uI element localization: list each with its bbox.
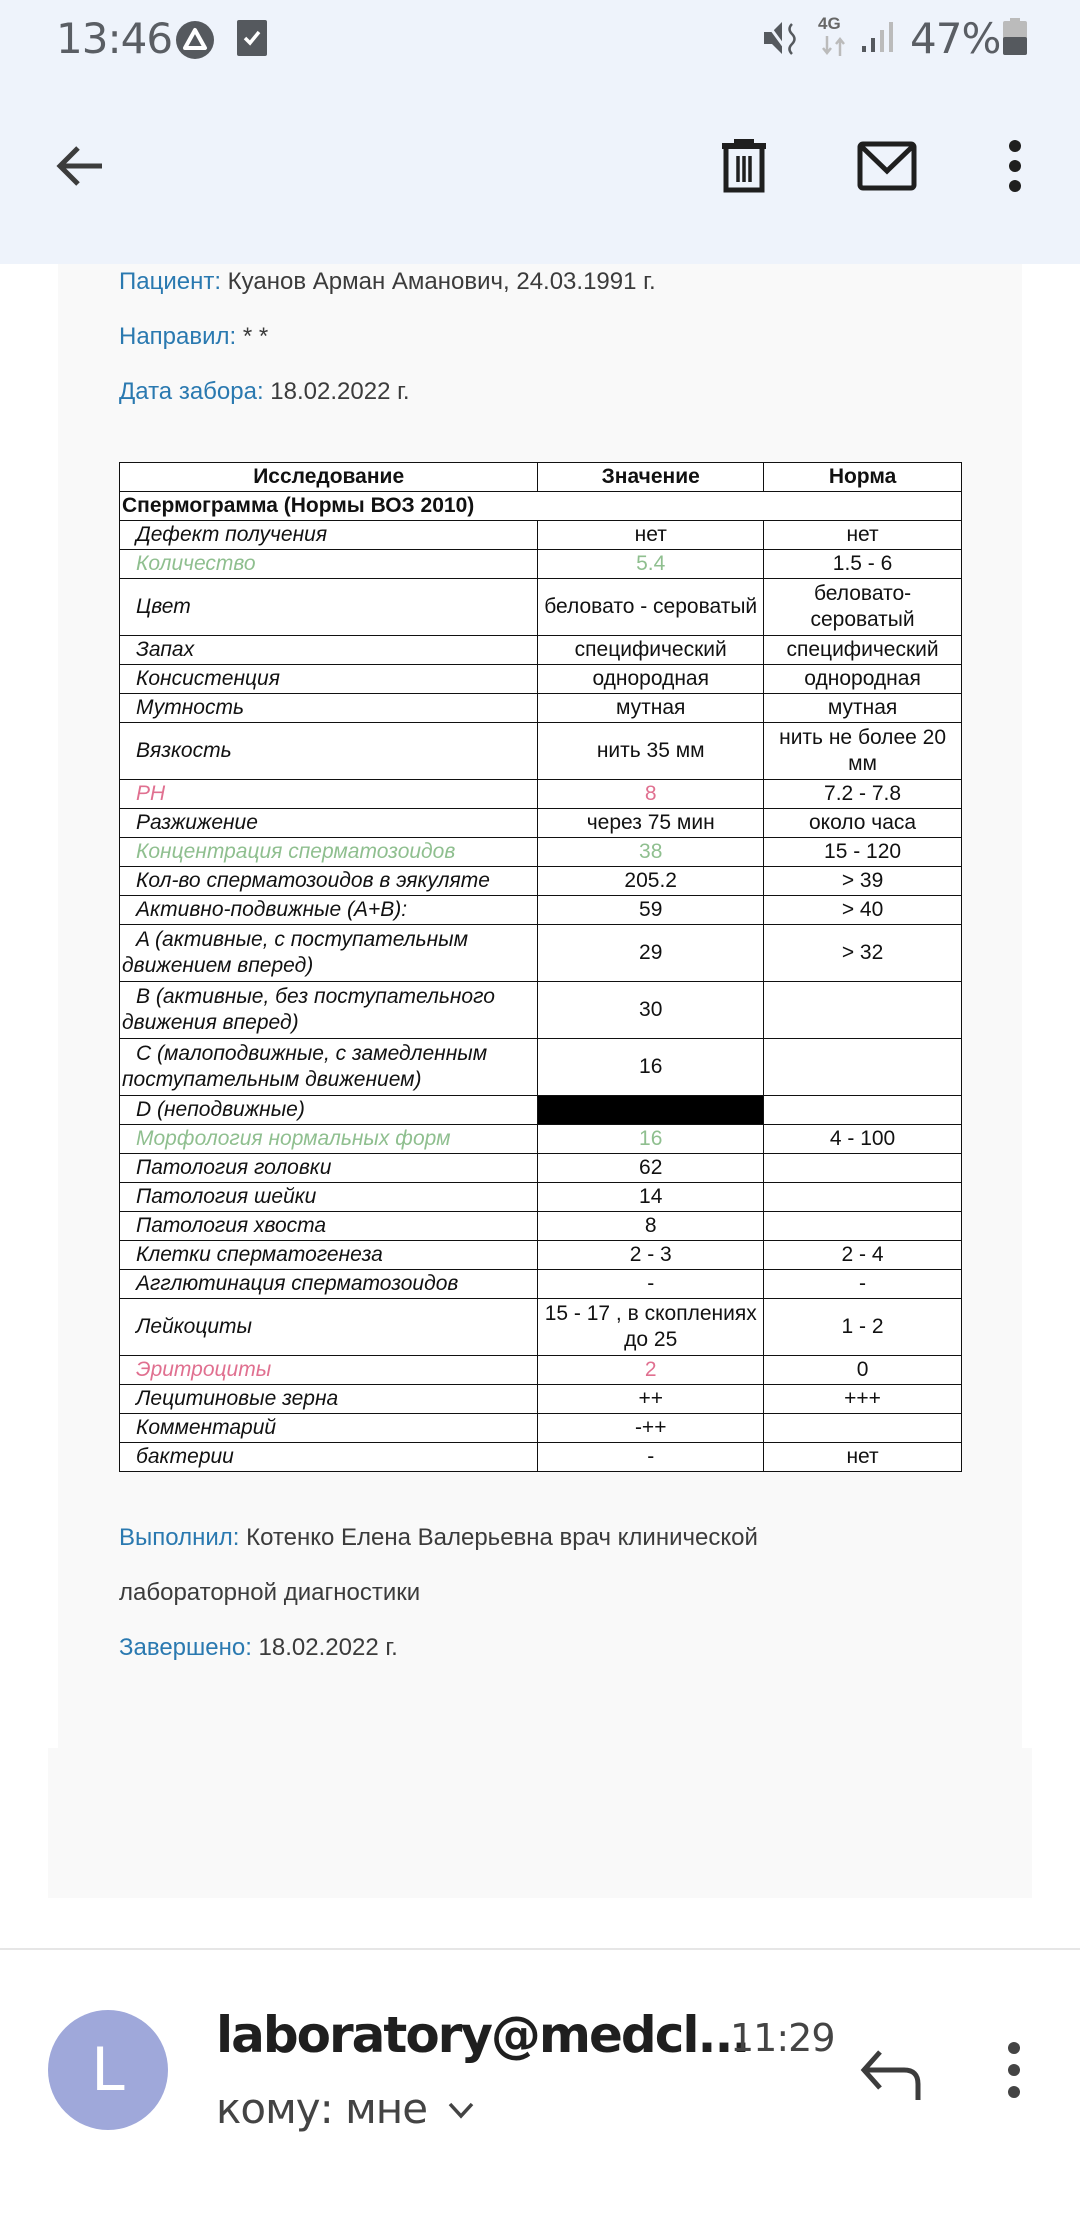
test-name-cell: A (активные, с поступательным движением вперед) [120,925,538,982]
norm-cell: 7.2 - 7.8 [764,780,962,809]
test-name-cell: Вязкость [120,723,538,780]
test-name-cell: Кол-во сперматозоидов в эякуляте [120,867,538,896]
norm-cell: > 40 [764,896,962,925]
table-row [120,521,962,550]
collection-date-value: 18.02.2022 г. [263,378,410,405]
table-row [120,1414,962,1443]
table-row [120,723,962,780]
table-row [120,925,962,982]
performed-by-value: Котенко Елена Валерьевна врач клинической [239,1524,758,1551]
norm-cell: около часа [764,809,962,838]
performed-by-label: Выполнил: [119,1524,240,1551]
value-cell: 2 [538,1356,764,1385]
norm-cell: - [764,1270,962,1299]
norm-cell: 2 - 4 [764,1241,962,1270]
table-row [120,550,962,579]
task-check-icon [237,20,267,56]
norm-cell [764,1096,962,1125]
test-name-cell: Патология головки [120,1154,538,1183]
table-row [120,867,962,896]
divider [0,1948,1080,1950]
value-cell: ++ [538,1385,764,1414]
table-row [120,896,962,925]
collection-date-line [119,378,410,406]
test-name-cell: B (активные, без поступательного движения вперед) [120,982,538,1039]
value-cell: беловато - сероватый [538,579,764,636]
value-cell: 2 - 3 [538,1241,764,1270]
recipient-label[interactable]: кому: мне [216,2084,428,2133]
value-cell: -++ [538,1414,764,1443]
sender-address[interactable]: laboratory@medcl... [216,2006,749,2064]
value-cell: 38 [538,838,764,867]
test-name-cell: Концентрация сперматозоидов [120,838,538,867]
message-body-footer [48,1748,1032,1898]
message-more-vert-icon[interactable] [996,2040,1032,2100]
value-cell: 205.2 [538,867,764,896]
table-row [120,1183,962,1212]
table-row [120,579,962,636]
table-row [120,1241,962,1270]
test-name-cell: Количество [120,550,538,579]
norm-cell: 1 - 2 [764,1299,962,1356]
performed-by-line-2 [119,1579,420,1607]
value-cell: 59 [538,896,764,925]
test-name-cell: Лейкоциты [120,1299,538,1356]
table-row [120,1212,962,1241]
value-cell: специфический [538,636,764,665]
top-bar [0,0,1080,264]
norm-cell: однородная [764,665,962,694]
test-name-cell: Патология хвоста [120,1212,538,1241]
collection-date-label: Дата забора: [119,378,264,405]
value-cell: 30 [538,982,764,1039]
table-row [120,838,962,867]
value-cell: 8 [538,780,764,809]
table-row [120,694,962,723]
trash-icon[interactable] [714,136,774,196]
results-table [119,462,962,1472]
test-name-cell: Комментарий [120,1414,538,1443]
test-name-cell: Клетки сперматогенеза [120,1241,538,1270]
norm-cell [764,1154,962,1183]
battery-icon [1002,18,1028,56]
value-cell: - [538,1443,764,1472]
test-name-cell: D (неподвижные) [120,1096,538,1125]
table-row [120,665,962,694]
norm-cell: нет [764,1443,962,1472]
test-name-cell: Агглютинация сперматозоидов [120,1270,538,1299]
value-cell: через 75 мин [538,809,764,838]
table-row [120,636,962,665]
norm-cell: > 32 [764,925,962,982]
norm-cell: нить не более 20 мм [764,723,962,780]
chevron-down-icon[interactable] [446,2098,476,2122]
sender-avatar[interactable]: L [48,2010,168,2130]
value-cell: 62 [538,1154,764,1183]
column-header-test: Исследование [120,463,538,492]
status-time: 13:46 [56,14,173,63]
table-row [120,1299,962,1356]
completed-line [119,1634,398,1662]
referrer-label: Направил: [119,323,237,350]
norm-cell [764,1212,962,1241]
value-cell: 16 [538,1125,764,1154]
value-cell: 29 [538,925,764,982]
norm-cell [764,982,962,1039]
table-row [120,982,962,1039]
section-title: Спермограмма (Нормы ВОЗ 2010) [120,492,962,521]
column-header-norm: Норма [764,463,962,492]
norm-cell: 4 - 100 [764,1125,962,1154]
norm-cell: мутная [764,694,962,723]
patient-value: Куанов Арман Аманович, 24.03.1991 г. [221,268,656,295]
completed-label: Завершено: [119,1634,252,1661]
table-row [120,809,962,838]
norm-cell: нет [764,521,962,550]
table-row [120,1125,962,1154]
referrer-value: * * [236,323,269,350]
norm-cell: 0 [764,1356,962,1385]
test-name-cell: Разжижение [120,809,538,838]
table-row [120,1096,962,1125]
value-cell: 14 [538,1183,764,1212]
test-name-cell: C (малоподвижные, с замедленным поступательным движением) [120,1039,538,1096]
referrer-line [119,323,268,351]
test-name-cell: Консистенция [120,665,538,694]
test-name-cell: бактерии [120,1443,538,1472]
test-name-cell: Активно-подвижные (A+B): [120,896,538,925]
test-name-cell: Дефект получения [120,521,538,550]
test-name-cell: Лецитиновые зерна [120,1385,538,1414]
test-name-cell: Эритроциты [120,1356,538,1385]
signal-icon [862,20,896,54]
norm-cell [764,1039,962,1096]
more-vert-icon[interactable] [1000,136,1030,196]
back-arrow-icon[interactable] [52,136,112,196]
table-row [120,1443,962,1472]
performed-by-value-2: лабораторной диагностики [119,1579,421,1606]
status-bar [0,0,1080,76]
completed-value: 18.02.2022 г. [251,1634,398,1661]
mail-unread-icon[interactable] [857,136,917,196]
table-row [120,780,962,809]
value-cell: 8 [538,1212,764,1241]
patient-label: Пациент: [119,268,222,295]
test-name-cell: Запах [120,636,538,665]
table-row [120,1039,962,1096]
norm-cell: > 39 [764,867,962,896]
table-row [120,1270,962,1299]
performed-by-line [119,1524,758,1552]
value-cell: - [538,1270,764,1299]
norm-cell: +++ [764,1385,962,1414]
app-notification-icon [175,20,215,60]
value-cell: 5.4 [538,550,764,579]
norm-cell [764,1183,962,1212]
table-row [120,1154,962,1183]
value-cell: мутная [538,694,764,723]
patient-line [119,268,656,296]
column-header-value: Значение [538,463,764,492]
test-name-cell: Морфология нормальных форм [120,1125,538,1154]
norm-cell: беловато- сероватый [764,579,962,636]
redacted-value-cell [538,1096,764,1125]
test-name-cell: Мутность [120,694,538,723]
value-cell: однородная [538,665,764,694]
norm-cell: 15 - 120 [764,838,962,867]
table-row [120,1356,962,1385]
test-name-cell: Патология шейки [120,1183,538,1212]
reply-icon[interactable] [858,2042,928,2102]
test-name-cell: PH [120,780,538,809]
message-time: 11:29 [730,2016,835,2060]
value-cell: 15 - 17 , в скоплениях до 25 [538,1299,764,1356]
norm-cell: 1.5 - 6 [764,550,962,579]
norm-cell: специфический [764,636,962,665]
value-cell: 16 [538,1039,764,1096]
value-cell: нить 35 мм [538,723,764,780]
mute-vibrate-icon [762,18,802,58]
table-row [120,1385,962,1414]
test-name-cell: Цвет [120,579,538,636]
norm-cell [764,1414,962,1443]
battery-percent: 47% [910,14,1001,63]
network-4g-icon: 4G [818,14,848,58]
value-cell: нет [538,521,764,550]
